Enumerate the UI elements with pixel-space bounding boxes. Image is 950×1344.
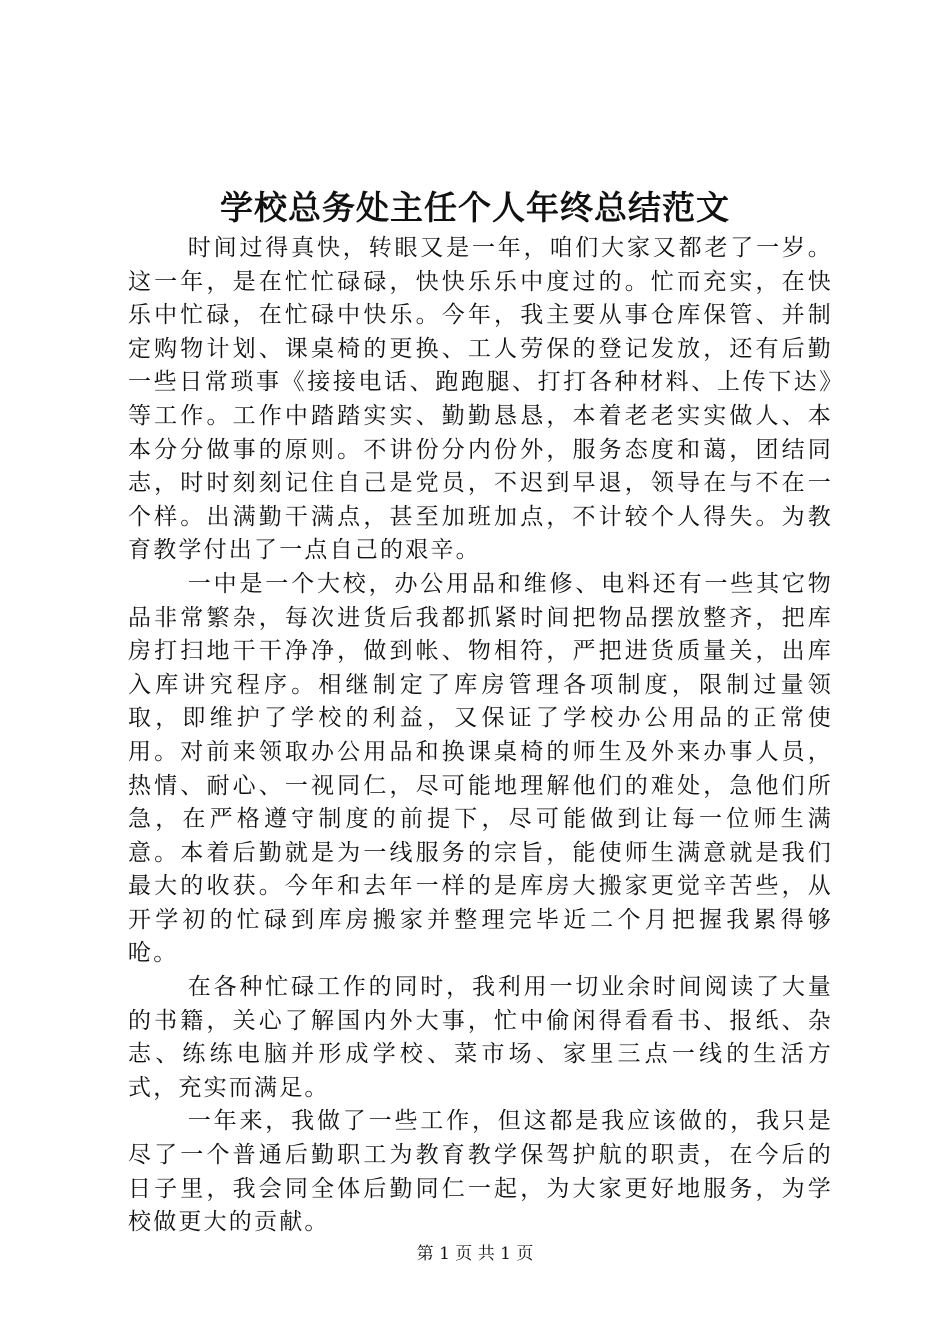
paragraph-4: 一年来，我做了一些工作，但这都是我应该做的，我只是尽了一个普通后勤职工为教育教学保驾护航的职责，在今后的日子里，我会同全体后勤同仁一起，为大家更好地服务，为学校做更大的贡献。: [128, 1108, 833, 1236]
paragraph-3: 在各种忙碌工作的同时，我利用一切业余时间阅读了大量的书籍，关心了解国内外大事，忙中偷闲得看看书、报纸、杂志、练练电脑并形成学校、菜市场、家里三点一线的生活方式，充实而满足。: [128, 974, 833, 1101]
paragraph-2: 一中是一个大校，办公用品和维修、电料还有一些其它物品非常繁杂，每次进货后我都抓紧时间把物品摆放整齐，把库房打扫地干干净净，做到帐、物相符，严把进货质量关，出库入库讲究程序。相继制定了库房管理各项制度，限制过量领取，即维护了学校的利益，又保证了学校办公用品的正常使用。对前来领取办公用品和换课桌椅的师生及外来办事人员，热情、耐心、一视同仁，尽可能地理解他们的难处，急他们所急，在严格遵守制度的前提下，尽可能做到让每一位师生满意。本着后勤就是为一线服务的宗旨，能使师生满意就是我们最大的收获。今年和去年一样的是库房大搬家更觉辛苦些，从开学初的忙碌到库房搬家并整理完毕近二个月把握我累得够呛。: [128, 570, 833, 967]
document-body: [128, 232, 833, 1240]
page-footer: 第 1 页 共 1 页: [416, 1244, 534, 1264]
paragraph-1: 时间过得真快，转眼又是一年，咱们大家又都老了一岁。这一年，是在忙忙碌碌，快快乐乐中度过的。忙而充实，在快乐中忙碌，在忙碌中快乐。今年，我主要从事仓库保管、并制定购物计划、课桌椅的更换、工人劳保的登记发放，还有后勤一些日常琐事《接接电话、跑跑腿、打打各种材料、上传下达》等工作。工作中踏踏实实、勤勤恳恳，本着老老实实做人、本本分分做事的原则。不讲份分内份外，服务态度和蔼，团结同志，时时刻刻记住自己是党员，不迟到早退，领导在与不在一个样。出满勤干满点，甚至加班加点，不计较个人得失。为教育教学付出了一点自己的艰辛。: [128, 235, 833, 564]
document-title: 学校总务处主任个人年终总结范文: [220, 188, 730, 227]
